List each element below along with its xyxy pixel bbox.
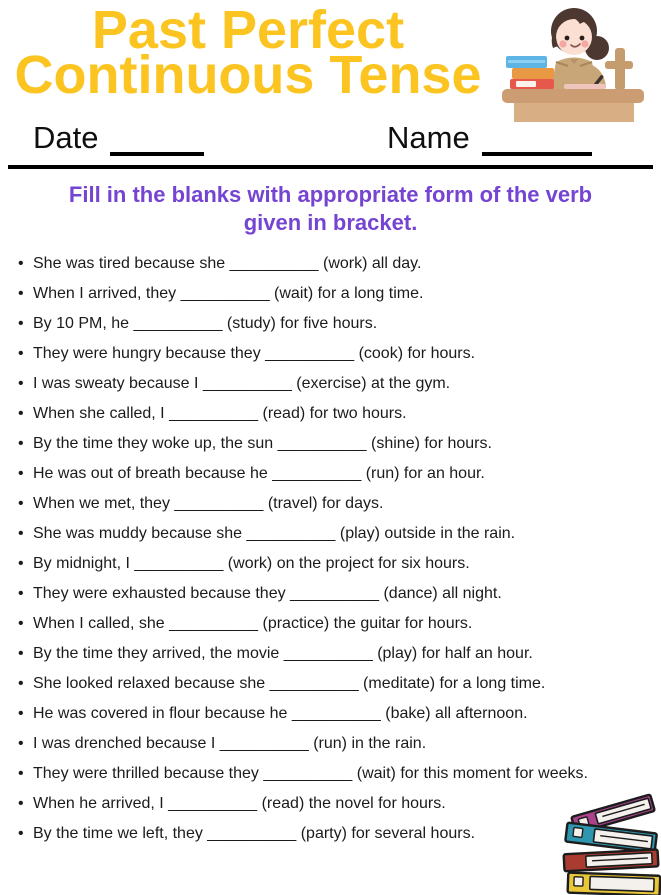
page-title-line1: Past Perfect	[91, 0, 405, 60]
list-item	[18, 639, 626, 669]
list-item	[18, 339, 626, 369]
list-item	[18, 819, 626, 849]
bullet-icon: •	[18, 315, 24, 332]
bullet-icon: •	[18, 705, 24, 722]
books-stack-icon	[556, 792, 661, 895]
name-field	[387, 120, 592, 156]
sentence-text: I was drenched because I __________ (run) in the rain.	[33, 735, 427, 752]
bullet-icon: •	[18, 525, 24, 542]
list-item	[18, 489, 626, 519]
exercise-list	[18, 249, 626, 849]
list-item	[18, 429, 626, 459]
bullet-icon: •	[18, 735, 24, 752]
sentence-text: By 10 PM, he __________ (study) for five hours.	[33, 315, 378, 332]
list-item	[18, 759, 626, 789]
sentence-text: They were thrilled because they __________ (wait) for this moment for weeks.	[33, 765, 588, 782]
header-divider-rule	[8, 165, 653, 169]
list-item	[18, 459, 626, 489]
sentence-text: When I arrived, they __________ (wait) for a long time.	[33, 285, 424, 302]
bullet-icon: •	[18, 825, 24, 842]
list-item	[18, 549, 626, 579]
name-label: Name	[387, 120, 470, 155]
bullet-icon: •	[18, 765, 24, 782]
bullet-icon: •	[18, 555, 24, 572]
bullet-icon: •	[18, 615, 24, 632]
sentence-text: She looked relaxed because she __________ (meditate) for a long time.	[33, 675, 546, 692]
page-title	[0, 0, 496, 105]
list-item	[18, 699, 626, 729]
instruction-heading	[0, 181, 661, 237]
page-title-line2: Continuous Tense	[14, 45, 482, 105]
bullet-icon: •	[18, 285, 24, 302]
list-item	[18, 309, 626, 339]
girl-at-desk-icon	[492, 4, 654, 122]
sentence-text: They were hungry because they __________ (cook) for hours.	[33, 345, 476, 362]
instruction-line2: given in bracket.	[243, 210, 418, 235]
sentence-text: They were exhausted because they __________ (dance) all night.	[33, 585, 502, 602]
date-field	[33, 120, 204, 156]
list-item	[18, 579, 626, 609]
sentence-text: She was tired because she __________ (work) all day.	[33, 255, 422, 272]
instruction-line1: Fill in the blanks with appropriate form of the verb	[68, 182, 593, 207]
list-item	[18, 789, 626, 819]
bullet-icon: •	[18, 795, 24, 812]
list-item	[18, 519, 626, 549]
bullet-icon: •	[18, 645, 24, 662]
list-item	[18, 729, 626, 759]
sentence-text: I was sweaty because I __________ (exercise) at the gym.	[33, 375, 451, 392]
sentence-text: By midnight, I __________ (work) on the project for six hours.	[33, 555, 470, 572]
sentence-text: When he arrived, I __________ (read) the novel for hours.	[33, 795, 446, 812]
name-blank-line	[482, 122, 592, 156]
sentence-text: When we met, they __________ (travel) for days.	[33, 495, 384, 512]
books-stack-illustration	[556, 792, 661, 895]
bullet-icon: •	[18, 675, 24, 692]
sentence-text: By the time we left, they __________ (party) for several hours.	[33, 825, 476, 842]
sentence-text: By the time they arrived, the movie __________ (play) for half an hour.	[33, 645, 533, 662]
date-blank-line	[110, 122, 204, 156]
date-label: Date	[33, 120, 99, 155]
bullet-icon: •	[18, 495, 24, 512]
sentence-text: He was covered in flour because he __________ (bake) all afternoon.	[33, 705, 528, 722]
list-item	[18, 399, 626, 429]
list-item	[18, 669, 626, 699]
bullet-icon: •	[18, 345, 24, 362]
bullet-icon: •	[18, 435, 24, 452]
sentence-text: When I called, she __________ (practice) the guitar for hours.	[33, 615, 473, 632]
sentence-text: He was out of breath because he __________ (run) for an hour.	[33, 465, 485, 482]
bullet-icon: •	[18, 465, 24, 482]
sentence-text: When she called, I __________ (read) for two hours.	[33, 405, 407, 422]
list-item	[18, 609, 626, 639]
bullet-icon: •	[18, 405, 24, 422]
bullet-icon: •	[18, 375, 24, 392]
list-item	[18, 249, 626, 279]
list-item	[18, 369, 626, 399]
sentence-text: By the time they woke up, the sun __________ (shine) for hours.	[33, 435, 492, 452]
bullet-icon: •	[18, 255, 24, 272]
girl-studying-illustration	[492, 4, 654, 122]
sentence-text: She was muddy because she __________ (play) outside in the rain.	[33, 525, 516, 542]
bullet-icon: •	[18, 585, 24, 602]
list-item	[18, 279, 626, 309]
